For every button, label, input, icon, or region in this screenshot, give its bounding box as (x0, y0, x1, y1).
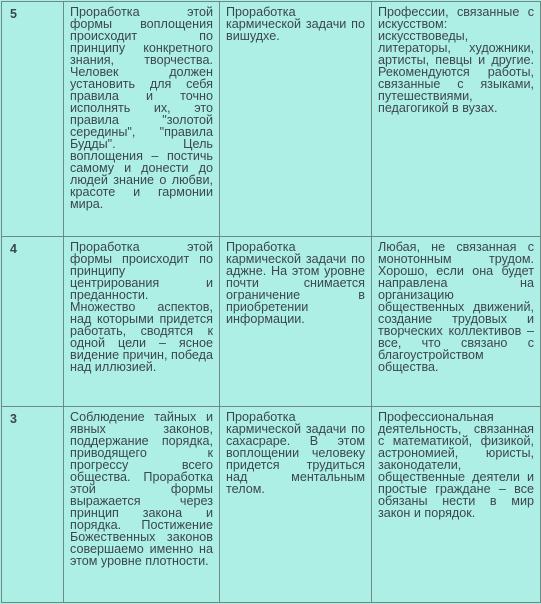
professions-text: Любая, не связанная с монотонным трудом. Хорошо, если она будет направлена на организацию общественных движений, создание трудовых и творческих коллективов – все, что связано с благоустройством общества. (378, 240, 534, 374)
chakra-cell (220, 237, 372, 407)
professions-text: Профессии, связанные с искусством: искусствоведы, литераторы, художники, артисты, певцы и другие. Рекомендуются работы, связанные с языками, путешествиями, педагогикой в вузах. (378, 5, 534, 115)
practice-cell (64, 2, 220, 237)
professions-cell (372, 2, 541, 237)
chakra-cell (220, 407, 372, 603)
chakra-cell (220, 2, 372, 237)
table-row (2, 407, 541, 603)
level-number: 3 (2, 407, 64, 603)
chakra-text: Проработка кармической задачи по сахасраре. В этом воплощении человеку придется трудиться над ментальным телом. (226, 410, 365, 496)
professions-cell (372, 407, 541, 603)
professions-cell (372, 237, 541, 407)
chakra-text: Проработка кармической задачи по вишудхе. (226, 5, 365, 43)
level-number: 4 (2, 237, 64, 407)
practice-cell (64, 407, 220, 603)
karma-table (1, 1, 541, 603)
table-row (2, 2, 541, 237)
practice-text: Соблюдение тайных и явных законов, поддержание порядка, приводящего к прогрессу всего общества. Проработка этой формы выражается через принцип закона и порядка. Постижение Божественных законов совершаемо именно на этом уровне плотности. (70, 410, 213, 568)
chakra-text: Проработка кармической задачи по аджне. На этом уровне почти снимается ограничение в приобретении информации. (226, 240, 365, 326)
practice-text: Проработка этой формы воплощения происходит по принципу конкретного знания, творчества. Человек должен установить для себя правила и точно исполнять их, это правила "золотой середины", "правила Будды". Цель воплощения – постичь самому и донести до людей знание о любви, красоте и гармонии мира. (70, 5, 213, 211)
practice-text: Проработка этой формы происходит по принципу центрирования и преданности. Множество аспектов, над которыми придется работать, сводятся к одной цели – ясное видение причин, победа над иллюзией. (70, 240, 213, 374)
professions-text: Профессиональная деятельность, связанная с математикой, физикой, астрономией, юристы, законодатели, общественные деятели и простые граждане – все обязаны нести в мир закон и порядок. (378, 410, 534, 520)
table-row (2, 237, 541, 407)
practice-cell (64, 237, 220, 407)
level-number: 5 (2, 2, 64, 237)
